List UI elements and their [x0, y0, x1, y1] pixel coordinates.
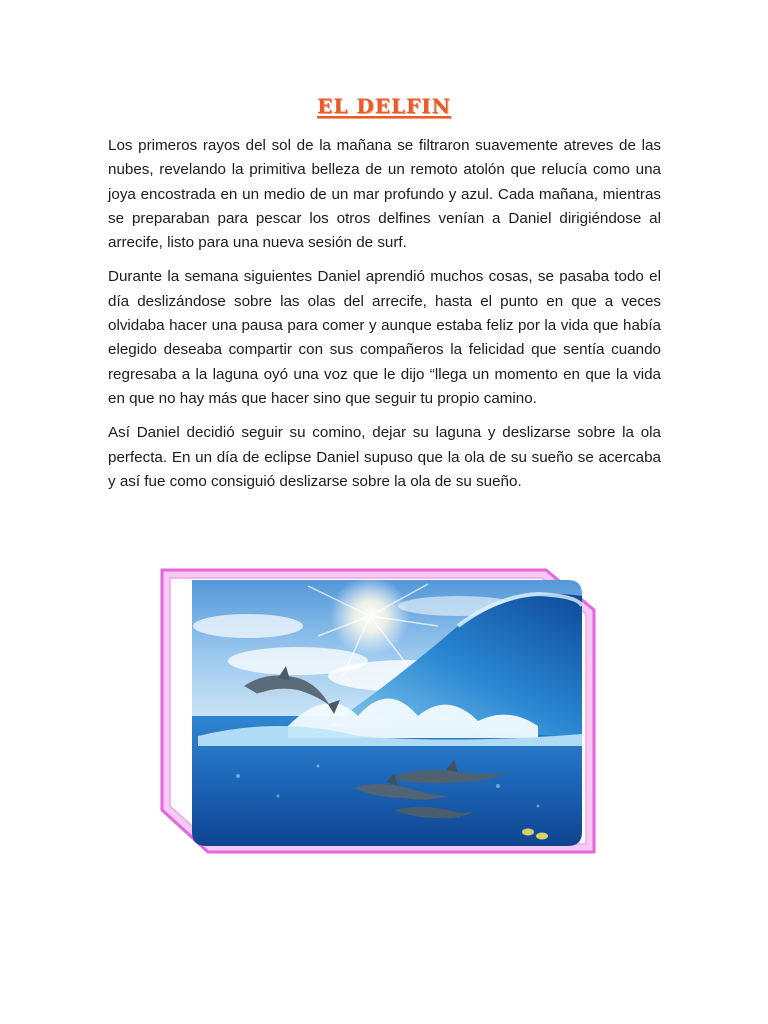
- paragraph-2: Durante la semana siguientes Daniel aprendió muchos cosas, se pasaba todo el día deslizándose sobre las olas del arrecife, hasta el punto en que a veces olvidaba hacer una pausa para comer y aunque estaba feliz por la vida que había elegido deseaba compartir con sus compañeros la felicidad que sentía cuando regresaba a la laguna oyó una voz que le dijo “llega un momento en que la vida en que no hay más que hacer sino que seguir tu propio camino.: [108, 268, 661, 407]
- dolphin-illustration: [158, 566, 598, 856]
- paragraph-1: Los primeros rayos del sol de la mañana se filtraron suavemente atreves de las nubes, revelando la primitiva belleza de un remoto atolón que relucía como una joya encostrada en un medio de un mar profundo y azul. Cada mañana, mientras se preparaban para pescar los otros delfines venían a Daniel dirigiéndose al arrecife, listo para una nueva sesión de surf.: [108, 137, 661, 252]
- body-text: [108, 134, 661, 504]
- small-fish: [522, 829, 534, 836]
- document-title: EL DELFIN: [317, 94, 451, 118]
- dolphin-illustration-frame: [158, 566, 598, 856]
- paragraph-3: Así Daniel decidió seguir su comino, dejar su laguna y deslizarse sobre la ola perfecta. En un día de eclipse Daniel supuso que la ola de su sueño se acercaba y así fue como consiguió deslizarse sobre la ola de su sueño.: [108, 424, 661, 490]
